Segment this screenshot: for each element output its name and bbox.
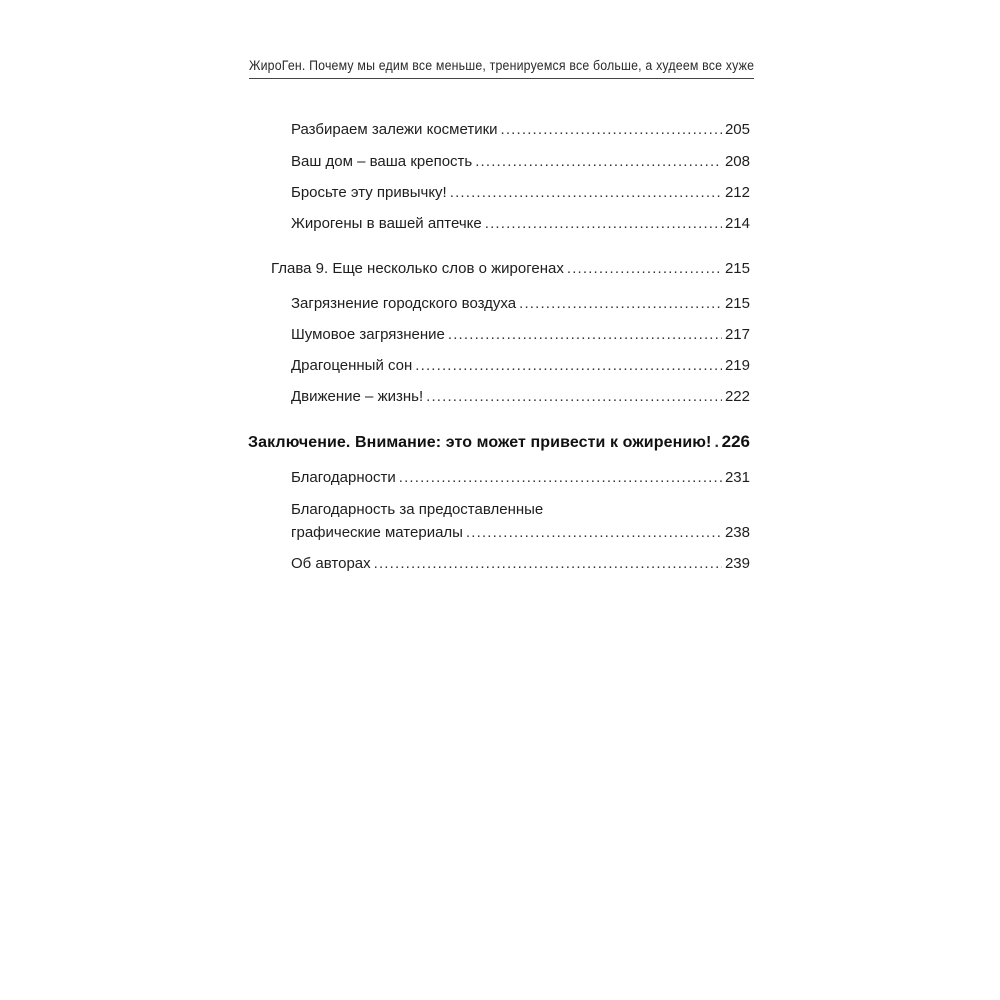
toc-entry-page: 231 [724,469,750,486]
toc-entry-title: Драгоценный сон [291,357,413,374]
toc-entry[interactable] [291,121,750,138]
dot-leader [374,555,722,572]
toc-entry[interactable] [291,215,750,232]
toc-entry-page: 222 [724,388,750,405]
dot-leader [426,388,722,405]
toc-entry[interactable] [291,326,750,343]
toc-entry-page: 215 [724,295,750,312]
dot-leader [415,357,722,374]
dot-leader [475,153,722,170]
toc-conclusion-entry[interactable] [248,432,750,452]
toc-entry-title: Шумовое загрязнение [291,326,445,343]
toc-entry[interactable] [291,555,750,572]
dot-leader [450,184,722,201]
toc-entry-page: 217 [724,326,750,343]
toc-chapter-entry[interactable] [271,260,750,277]
toc-entry-page: 238 [724,524,750,541]
dot-leader [485,215,722,232]
toc-entry-page: 208 [724,153,750,170]
toc-entry-title: Движение – жизнь! [291,388,424,405]
toc-conclusion-page: 226 [721,432,750,451]
dot-leader [399,469,722,486]
toc-entry-title: Разбираем залежи косметики [291,121,498,138]
dot-leader [567,260,722,277]
dot-leader [501,121,722,138]
toc-entry-title: Ваш дом – ваша крепость [291,153,473,170]
dot-leader [519,295,722,312]
dot-leader [448,326,722,343]
dot-leader [715,434,719,452]
toc-entry[interactable] [291,184,750,201]
toc-entry-page: 212 [724,184,750,201]
toc-conclusion-title: Заключение. Внимание: это может привести к ожирению! [248,434,712,451]
running-head: ЖироГен. Почему мы едим все меньше, тренируемся все больше, а худеем все хуже [249,58,755,73]
toc-entry-title-line2: графические материалы [291,524,463,541]
toc-entry-page: 214 [724,215,750,232]
toc-entry-title: Благодарности [291,469,396,486]
toc-entry-title: Бросьте эту привычку! [291,184,447,201]
toc-entry[interactable] [291,388,750,405]
toc-entry-multiline[interactable] [291,501,750,541]
toc-entry-title: Жирогены в вашей аптечке [291,215,482,232]
toc-entry-title: Загрязнение городского воздуха [291,295,517,312]
toc-entry-page: 239 [724,555,750,572]
toc-chapter-title: Глава 9. Еще несколько слов о жирогенах [271,260,564,277]
toc-entry[interactable] [291,153,750,170]
toc-entry-page: 219 [724,357,750,374]
toc-chapter-page: 215 [724,260,750,277]
dot-leader [466,524,722,541]
toc-entry-page: 205 [724,121,750,138]
toc-entry[interactable] [291,357,750,374]
toc-entry[interactable] [291,295,750,312]
toc-entry[interactable] [291,469,750,486]
toc-entry-title: Об авторах [291,555,371,572]
header-rule [249,78,754,79]
toc-entry-title-line1: Благодарность за предоставленные [291,501,544,518]
